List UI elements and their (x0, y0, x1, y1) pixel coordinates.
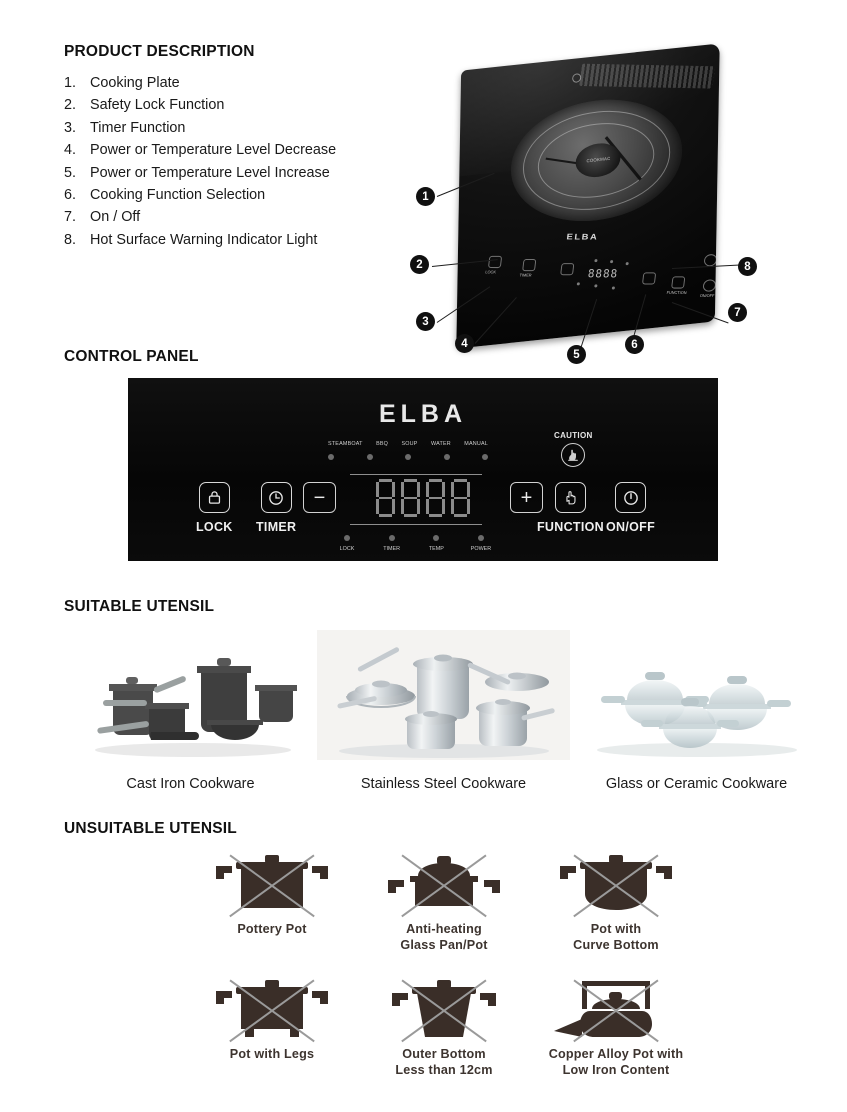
hand-pointer-icon (562, 489, 579, 506)
caption-line-2: Less than 12cm (395, 1062, 493, 1077)
unsuitable-caption-pot-with-legs (186, 1047, 358, 1063)
timer-button-box (261, 482, 292, 513)
suitable-caption-cast-iron: Cast Iron Cookware (126, 776, 255, 792)
display-divider-bottom (350, 524, 482, 525)
unsuitable-item-pottery-pot (186, 850, 358, 953)
callout-8: 8 (738, 257, 757, 276)
suitable-utensil-section (64, 598, 824, 792)
suitable-item-cast-iron (64, 630, 317, 792)
status-indicator-row (344, 535, 484, 541)
glass-pan-icon (358, 850, 530, 922)
function-label-row (328, 441, 488, 447)
cross-out-mark (358, 850, 530, 922)
pot-icon (186, 850, 358, 922)
mini-timer-label: TIMER (519, 272, 532, 278)
plate-hub-label: COOKMAC (586, 156, 611, 165)
curve-bottom-pot-icon (530, 850, 702, 922)
list-item-label: Cooking Function Selection (90, 187, 266, 204)
list-item-label: Power or Temperature Level Decrease (90, 142, 337, 159)
list-item-number: 7. (64, 209, 77, 226)
mini-indicator-dot (576, 282, 579, 285)
power-icon (622, 489, 640, 507)
function-label-bbq: BBQ (376, 441, 389, 447)
function-indicator-bbq (367, 454, 373, 460)
status-indicator-power (478, 535, 484, 541)
status-label-power: POWER (470, 546, 492, 552)
mini-function-dot (625, 262, 628, 265)
callout-3: 3 (416, 312, 435, 331)
list-item-number: 2. (64, 97, 77, 114)
warning-text-strip (579, 64, 715, 89)
padlock-icon (206, 489, 223, 506)
unsuitable-row-1 (64, 850, 824, 953)
stainless-set-icon (329, 632, 559, 760)
mini-plus-button[interactable] (642, 272, 656, 284)
caution-indicator (554, 431, 593, 467)
unsuitable-item-pot-with-legs (186, 975, 358, 1078)
function-label-soup: SOUP (401, 441, 418, 447)
caption-line-2: Low Iron Content (562, 1062, 670, 1077)
glass-ceramic-cookware-photo (570, 630, 823, 760)
unsuitable-caption-curve-bottom (530, 922, 702, 953)
caption-line-2: Curve Bottom (573, 937, 659, 952)
control-panel-section (64, 348, 784, 561)
caption-line-1: Pot with (590, 922, 642, 936)
mini-onoff-label: ON/OFF (699, 292, 715, 299)
callout-7: 7 (728, 303, 747, 322)
caption-line-2: Glass Pan/Pot (400, 937, 488, 952)
suitable-item-glass (570, 630, 823, 792)
status-indicator-temp (433, 535, 439, 541)
panel-brand-logo: ELBA (378, 400, 468, 428)
control-panel (128, 378, 718, 561)
onoff-button-label: ON/OFF (606, 520, 656, 534)
lock-button-label: LOCK (196, 520, 233, 534)
list-item-number: 4. (64, 142, 77, 159)
seven-segment-display (376, 479, 470, 517)
function-label-steamboat: STEAMBOAT (328, 441, 363, 447)
list-item-label: On / Off (90, 209, 141, 226)
list-item-label: Hot Surface Warning Indicator Light (90, 231, 318, 248)
caption-line-1: Anti-heating (406, 922, 482, 936)
unsuitable-item-copper-kettle (530, 975, 702, 1078)
cooker-brand-logo: ELBA (566, 232, 600, 242)
mini-function-dot (594, 259, 597, 262)
function-button-box (555, 482, 586, 513)
function-button[interactable] (537, 482, 604, 534)
display-divider-top (350, 474, 482, 475)
callout-2: 2 (410, 255, 429, 274)
onoff-button-box (615, 482, 646, 513)
unsuitable-row-2 (64, 975, 824, 1078)
status-label-lock: LOCK (339, 546, 355, 552)
mini-function-label: FUNCTION (666, 289, 687, 295)
caption-line-1: Pot with Legs (229, 1047, 315, 1061)
cross-out-mark (358, 975, 530, 1047)
display-digit (426, 479, 445, 517)
list-item-number: 1. (64, 75, 77, 91)
unsuitable-item-glass-pan (358, 850, 530, 953)
unsuitable-item-small-bottom (358, 975, 530, 1078)
mini-function-button[interactable] (671, 276, 685, 288)
function-indicator-steamboat (328, 454, 334, 460)
list-item-number: 3. (64, 119, 77, 136)
mini-lock-label: LOCK (484, 269, 497, 275)
function-label-manual: MANUAL (464, 441, 488, 447)
pot-with-legs-icon (186, 975, 358, 1047)
clock-icon (267, 489, 285, 507)
cross-out-mark (186, 850, 358, 922)
cooker-control-strip (475, 245, 715, 307)
mini-indicator-dot (594, 284, 597, 287)
onoff-button[interactable] (606, 482, 655, 534)
cross-out-mark (530, 975, 702, 1047)
list-item-label: Timer Function (90, 119, 186, 136)
control-panel-heading: CONTROL PANEL (64, 348, 199, 365)
list-item-number: 6. (64, 187, 77, 204)
caption-line-1: Copper Alloy Pot with (548, 1047, 684, 1061)
function-indicator-water (444, 454, 450, 460)
caption-line-1: Pottery Pot (237, 922, 307, 936)
stainless-steel-cookware-photo (317, 630, 570, 760)
status-indicator-lock (344, 535, 350, 541)
mini-indicator-dot (612, 286, 615, 289)
product-description-heading: PRODUCT DESCRIPTION (64, 43, 255, 60)
callout-5: 5 (567, 345, 586, 364)
function-button-label: FUNCTION (537, 520, 604, 534)
mini-function-dot (610, 260, 613, 263)
caption-line-1: Outer Bottom (402, 1047, 486, 1061)
unsuitable-caption-glass-pan (358, 922, 530, 953)
suitable-utensil-row (64, 630, 824, 792)
caution-label: CAUTION (554, 431, 593, 440)
unsuitable-utensil-section (64, 820, 824, 1078)
display-digit (451, 479, 470, 517)
hot-surface-hand-icon (565, 447, 581, 463)
function-indicator-soup (405, 454, 411, 460)
unsuitable-utensil-heading: UNSUITABLE UTENSIL (64, 820, 237, 837)
status-label-row (332, 546, 496, 552)
status-label-temp: TEMP (428, 546, 444, 552)
callout-1: 1 (416, 187, 435, 206)
list-item-label: Power or Temperature Level Increase (90, 164, 330, 181)
cross-out-mark (530, 850, 702, 922)
display-digit (376, 479, 395, 517)
mini-display: 8888 (586, 266, 619, 281)
decrease-button[interactable]: − (303, 482, 336, 513)
small-bottom-pot-icon (358, 975, 530, 1047)
lock-button[interactable] (196, 482, 233, 534)
mini-lock-button[interactable] (488, 256, 502, 268)
suitable-caption-glass: Glass or Ceramic Cookware (605, 776, 788, 792)
list-item-number: 5. (64, 164, 77, 181)
suitable-item-stainless (317, 630, 570, 792)
list-item-label: Safety Lock Function (90, 97, 225, 114)
status-indicator-timer (389, 535, 395, 541)
function-label-water: WATER (430, 441, 451, 447)
mini-minus-button[interactable] (560, 263, 574, 275)
unsuitable-caption-small-bottom (358, 1047, 530, 1078)
cast-iron-set-icon (83, 632, 298, 760)
timer-button[interactable] (256, 482, 296, 534)
unsuitable-item-curve-bottom (530, 850, 702, 953)
kettle-icon (530, 975, 702, 1047)
list-item-label: Cooking Plate (90, 75, 180, 91)
list-item-number: 8. (64, 231, 77, 248)
glass-set-icon (587, 632, 807, 760)
function-indicator-manual (482, 454, 488, 460)
callout-4: 4 (455, 334, 474, 353)
timer-button-label: TIMER (256, 520, 297, 534)
increase-button[interactable]: + (510, 482, 543, 513)
lock-button-box (199, 482, 230, 513)
display-digit (401, 479, 420, 517)
callout-6: 6 (625, 335, 644, 354)
suitable-caption-stainless: Stainless Steel Cookware (360, 776, 527, 792)
status-label-timer: TIMER (383, 546, 401, 552)
suitable-utensil-heading: SUITABLE UTENSIL (64, 598, 215, 615)
caution-circle (561, 443, 585, 467)
cast-iron-cookware-photo (64, 630, 317, 760)
cooktop-illustration (400, 40, 820, 360)
cross-out-mark (186, 975, 358, 1047)
mini-timer-button[interactable] (522, 259, 536, 271)
unsuitable-caption-copper-kettle (530, 1047, 702, 1078)
function-indicator-row (328, 454, 488, 460)
induction-cooker-body (456, 43, 719, 348)
unsuitable-caption-pottery-pot (186, 922, 358, 938)
